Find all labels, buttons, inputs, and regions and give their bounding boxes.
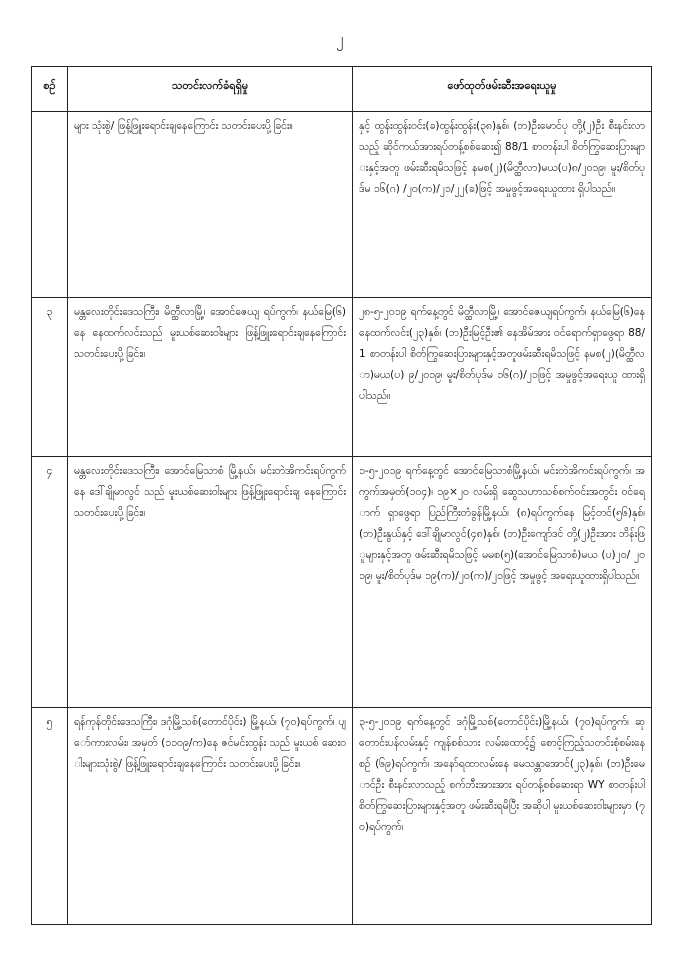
- row-action: ၃-၅-၂၀၁၉ ရက်နေ့တွင် ဒဂုံမြို့သစ်(တောင်ပိုင်း)မြို့နယ်၊ (၇၀)ရပ်ကွက်၊ ဆုတောင်းပန်လမ်းနှင့် ကျန်စစ်သား လမ်းထောင့်၌ စောင့်ကြည့်သတင်းစုံစမ်းနေစဉ် (၆၉)ရပ်ကွက်၊ အနော်ရထာလမ်းနေ မေသန္တာအောင်(၂၃)နှစ်၊ (ဘ)ဦးမောင်ဦး စီးနင်းလာသည့် စက်ဘီးအားအား ရပ်တန့်စစ်ဆေးရာ WY စာတန်းပါ စိတ်ကြွဆေးပြားများနှင့်အတူ ဖမ်းဆီးရမိပြီး အဆိုပါ မူးယစ်ဆေးဝါးများမှာ (၇၀)ရပ်ကွက်၊: [353, 708, 652, 925]
- row-action: နှင့် ထွန်းထွန်းဝင်း(ခ)ထွန်းထွန်း(၃၈)နှစ်၊ (ဘ)ဦးမောင်ပု တို့(၂)ဦး စီးနင်းလာသည့် ဆိုင်ကယ်အားရပ်တန့်စစ်ဆေး၍ 88/1 စာတန်းပါ စိတ်ကြွဆေးပြားများနှင့်အတူ ဖမ်းဆီးရမိသဖြင့် နမစ(၂)(မိတ္ထီလာ)မယ(ပ)၈/၂၀၁၉၊ မူး/စိတ်ပုဒ်မ ၁၆(ဂ) /၂၀(က)/၂၁/၂၂(ခ)ဖြင့် အမှုဖွင့်အရေးယူထား ရှိပါသည်။: [353, 112, 652, 298]
- header-serial: စဉ်: [32, 67, 68, 112]
- row-action: ၁-၅-၂၀၁၉ ရက်နေ့တွင် အောင်မြေသာစံမြို့နယ်၊ မင်းတဲအိကင်းရပ်ကွက်၊ အကွက်အမှတ်(၁၀၄)၊ ၁၉×၂၀ လမ်းရှိ ဆွေသဟာသစ်စက်ဝင်းအတွင်း ဝင်ရောက် ရှာဖွေရာ ပြည်ကြီးတံခွန်မြို့နယ်၊ (၈)ရပ်ကွက်နေ မြင့်တင်(၅၆)နှစ်၊ (ဘ)ဦးနွယ်နှင့် ဒေါ်ချိုမာလွင်(၄၈)နှစ်၊ (ဘ)ဦးကျော်ဒင် တို့(၂)ဦးအား ဘိန်းဖြူများနှင့်အတူ ဖမ်းဆီးရမိသဖြင့် မမစ(၅)(အောင်မြေသာစံ)မယ (ပ)၂၀/ ၂၀၁၉၊ မူး/စိတ်ပုဒ်မ ၁၉(က)/၂၀(က)/၂၁ဖြင့် အမှုဖွင့် အရေးယူထားရှိပါသည်။: [353, 457, 652, 708]
- header-information-received: သတင်းလက်ခံရရှိမှု: [68, 67, 353, 112]
- table-row: [32, 112, 652, 298]
- header-arrest-action: ဖော်ထုတ်ဖမ်းဆီးအရေးယူမှု: [353, 67, 652, 112]
- row-action: ၂၈-၅-၂၀၁၉ ရက်နေ့တွင် မိတ္ထီလာမြို့၊ အောင်ဇေယျရပ်ကွက်၊ နယ်မြေ(၆)နေ နေထက်လင်း(၂၃)နှစ်၊ (ဘ)ဦးမြင့်ဦး၏ နေအိမ်အား ဝင်ရောက်ရှာဖွေရာ 88/1 စာတန်းပါ စိတ်ကြွဆေးပြားများနှင့်အတူဖမ်းဆီးရမိသဖြင့် နမစ(၂)(မိတ္ထီလာ)မယ(ပ) ၉/၂၀၁၉၊ မူး/စိတ်ပုဒ်မ ၁၆(ဂ)/၂၁ဖြင့် အမှုဖွင့်အရေးယူ ထားရှိပါသည်။: [353, 298, 652, 457]
- table-row: [32, 298, 652, 457]
- table-header-row: [32, 67, 652, 112]
- row-source: များ သုံးစွဲ/ ဖြန့်ဖြူးရောင်းချနေကြောင်း သတင်းပေးပို့ခြင်း။: [68, 112, 353, 298]
- row-serial: ၃: [32, 298, 68, 457]
- row-source: မန္တလေးတိုင်းဒေသကြီး၊ မိတ္ထီလာမြို့၊ အောင်ဇေယျ ရပ်ကွက်၊ နယ်မြေ(၆)နေ နေထက်လင်းသည် မူးယစ်ဆေးဝါးများ ဖြန့်ဖြူးရောင်းချနေကြောင်း သတင်းပေးပို့ခြင်း။: [68, 298, 353, 457]
- table-row: [32, 457, 652, 708]
- row-source: ရန်ကုန်တိုင်းဒေသကြီး၊ ဒဂုံမြို့သစ်(တောင်ပိုင်း) မြို့နယ်၊ (၇၀)ရပ်ကွက်၊ ပျော်ကားလမ်း၊ အမှတ် (၁၁၀၉/က)နေ ဇင်မင်းထွန်း သည် မူးယစ် ဆေးဝါးများသုံးစွဲ/ ဖြန့်ဖြူးရောင်းချနေကြောင်း သတင်းပေးပို့ခြင်း။: [68, 708, 353, 925]
- table-row: [32, 708, 652, 925]
- row-serial: ၄: [32, 457, 68, 708]
- page-number: ၂: [335, 30, 344, 48]
- row-serial: [32, 112, 68, 298]
- records-table: [31, 66, 652, 925]
- row-source: မန္တလေးတိုင်းဒေသကြီး၊ အောင်မြေသာစံ မြို့နယ်၊ မင်းတဲအိကင်းရပ်ကွက်နေ ဒေါ်ချိုမာလွင် သည် မူးယစ်ဆေးဝါးများ ဖြန့်ဖြူးရောင်းချ နေကြောင်း သတင်းပေးပို့ခြင်း။: [68, 457, 353, 708]
- row-serial: ၅: [32, 708, 68, 925]
